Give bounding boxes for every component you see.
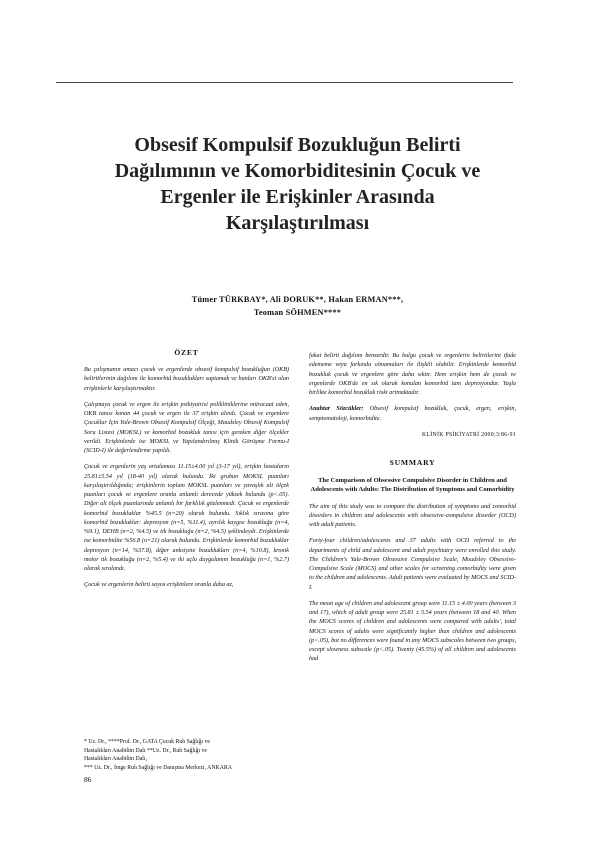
left-column bbox=[84, 348, 289, 598]
keywords bbox=[309, 405, 516, 424]
ozet-paragraph: Çalışmaya çocuk ve ergen ile erişkin psikiyatrisi polikliniklerine müracaat eden, OKB tanısı konan 44 çocuk ve ergen ile 37 erişkin alındı. Çocuk ve ergenlere Çocuklar İçin Yale-Brown Obsesif Kompulsif Ölçeği, Maudsley Obsesif Kompulsif Soru Listesi (MOKSL) ve komorbid bozukluk tanısı için gereken diğer ölçekler verildi. Erişkinlerde ise MOKSL ve Yapılandırılmış Klinik Görüşme Formu-I (SCID-I) ile değerlendirme yapıldı. bbox=[84, 401, 289, 454]
header-rule bbox=[56, 82, 513, 83]
title-line: Dağılımının ve Komorbiditesinin Çocuk ve bbox=[114, 160, 481, 182]
summary-paragraph: Forty-four children/adolescents and 37 adults with OCD referred to the departments of child and adolescent and adult psychiatry were enrolled this study. The Children's Yale-Brown Obsessive Compulsive Scale, Moudsley Obsessive-Compulsive Scale (MOCS) and other scales for screening comorbidity were given to the children and adolescents. Adult patients were evaluated by MOCS and SCID-I. bbox=[309, 538, 516, 591]
footnote bbox=[84, 738, 289, 772]
summary-heading: SUMMARY bbox=[389, 458, 436, 467]
title-line: Obsesif Kompulsif Bozukluğun Belirti bbox=[134, 134, 461, 156]
page-number: 86 bbox=[84, 775, 92, 784]
footnote-line: Hastalıkları Anabilim Dalı, bbox=[84, 756, 147, 763]
journal-citation: KLİNİK PSİKİYATRİ 2000;3:86-91 bbox=[421, 431, 516, 438]
summary-subtitle: The Comparison of Obsessive Compulsive Disorder in Children and Adolescents with Adults: The Distribution of Symptoms and Comorbidity bbox=[310, 477, 515, 494]
article-title bbox=[70, 132, 525, 236]
footnote-line: * Uz. Dr., ****Prof. Dr., GATA Çocuk Ruh Sağlığı ve bbox=[84, 739, 210, 745]
title-line: Karşılaştırılması bbox=[225, 212, 370, 234]
keywords-text: Obsesif kompulsif bozukluk, çocuk, ergen, erişkin, semptomatoloji, komorbidite. bbox=[309, 406, 517, 422]
footnote-line: Hastalıkları Anabilim Dalı **Uz. Dr., Ruh Sağlığı ve bbox=[84, 747, 208, 754]
right-column bbox=[309, 352, 516, 672]
summary-paragraph: The aim of this study was to compare the distribution of symptoms and comorbid disorders in children and adolescents with obsessive-compulsive disorder (OCD) with adult patients. bbox=[309, 503, 516, 529]
footnote-line: *** Uz. Dr., İmge Ruh Sağlığı ve Danışma Merkezi, ANKARA bbox=[84, 764, 232, 771]
ozet-paragraph: Çocuk ve ergenlerin belirti sayısı erişkinlere oranla daha az, bbox=[84, 582, 234, 589]
ozet-paragraph: fakat belirti dağılımı benzerdir. Bu bulgu çocuk ve ergenlerin belirtilerini ifade edememe veya farkında olmamaları ile ilişkili olabilir. Erişkinlerde komorbid bozukluk çocuk ve ergenlere göre daha sıktır. Hem erişkin hem de çocuk ve ergenlerde OKB'de en sık olarak konulan komorbid tanı depresyondur. Yaşla birlikte komorbid bozukluk riski artmaktadır. bbox=[309, 353, 516, 396]
author-line: Teoman SÖHMEN**** bbox=[253, 308, 342, 317]
keywords-label: Anahtar Sözcükler: bbox=[309, 406, 364, 413]
summary-paragraph: The mean age of children and adolescent group were 11.15 ± 4.00 years (between 3 and 17), which of adult group were 25.81 ± 5.54 years (between 18 and 40. When the MOCS scores of children and adolescents were compared with adults', total MOCS scores of adults were significantly higher than children and adolescents (p<.05), but no differences were found in any MOCS subscales between two groups, except slowness subscale (p<.05). Twenty (45.5%) of all children and adolescents had bbox=[309, 600, 516, 663]
title-line: Ergenler ile Erişkinler Arasında bbox=[160, 186, 435, 208]
author-line: Tümer TÜRKBAY*, Ali DORUK**, Hakan ERMAN***, bbox=[191, 295, 404, 304]
author-list bbox=[100, 293, 495, 319]
ozet-heading: ÖZET bbox=[174, 348, 199, 357]
ozet-paragraph: Çocuk ve ergenlerin yaş ortalaması 11.15±4.00 yıl (3-17 yıl), erişkin hastaların 25.81±5.54 yıl (18-40 yıl) olarak bulundu. İki grubun MOKSL puanları karşılaştırıldığında; erişkinlerin toplam MOKSL puanları ve yavaşlık alt ölçek puanları çocuk ve ergenlere oranla anlamlı derecede yüksek bulundu (p<.05). Diğer alt ölçek puanlarında anlamlı bir farklılık gözlenmedi. Çocuk ve ergenlerde komorbid bozukluklar %45.5 (n=20) olarak bulundu. Sıklık sırasına göre komorbid bozukluklar: depresyon (n=5, %11.4), ayrılık kaygısı bozukluğu (n=4, %9.1), DEHB (n=2, %4.5) ve tik bozukluğu (n=2, %4.5) şeklindeydi. Erişkinlerde ise komorbidite %56.8 (n=21) olarak bulundu. Erişkinlerde komorbid bozukluklar depresyon (n=14, %37.8), diğer anksiyete bozuklukları (n=4, %10.8), kronik motor tik bozukluğu (n=2, %5.4) ve iki uçlu duygulanım bozukluğu (n=1, %2.7) olarak sıralandı. bbox=[84, 464, 289, 572]
ozet-paragraph: Bu çalışmanın amacı çocuk ve ergenlerde obsesif kompulsif bozukluğun (OKB) belirtilerinin dağılımı ile komorbid bozuklukları saptamak ve bunları OKB'si olan erişkinlerle karşılaştırmaktır. bbox=[84, 367, 289, 392]
